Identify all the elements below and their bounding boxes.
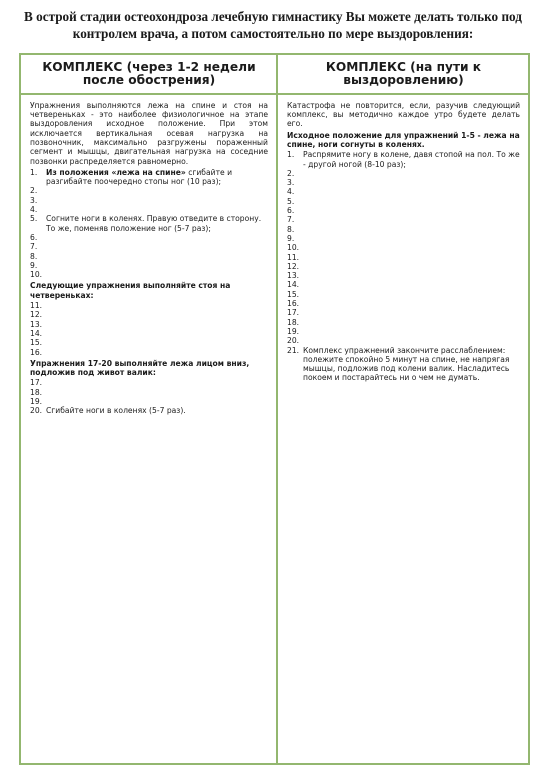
exercise-text [46, 348, 268, 357]
right-exercise-3 [287, 178, 520, 187]
left-column [21, 55, 276, 763]
exercise-body: Согните ноги в коленях. Правую отведите в сторону. То же, поменяв положение ног (5-7 раз); [46, 214, 262, 233]
exercise-text [46, 320, 268, 329]
exercise-body: Распрямите ногу в колене, давя стопой на пол. То же - другой ногой (8-10 раз); [303, 150, 520, 169]
exercise-text [46, 233, 268, 242]
exercise-text [303, 280, 520, 289]
left-exercise-16 [30, 348, 268, 357]
right-column [278, 55, 528, 763]
right-exercise-9 [287, 234, 520, 243]
left-exercise-15 [30, 338, 268, 347]
exercise-number: 17. [287, 308, 300, 318]
exercise-number: 13. [30, 319, 43, 329]
exercise-text [303, 290, 520, 299]
exercise-lead: Из положения «лежа на спине» [46, 167, 186, 177]
exercise-text [46, 406, 268, 415]
left-exercise-1 [30, 168, 268, 187]
exercise-text [303, 308, 520, 317]
exercise-number: 10. [287, 243, 300, 253]
exercise-text [46, 205, 268, 214]
exercise-text [46, 196, 268, 205]
exercise-number: 7. [287, 215, 295, 225]
exercise-number: 14. [287, 280, 300, 290]
exercise-text [303, 318, 520, 327]
left-exercise-8 [30, 252, 268, 261]
exercise-text [46, 186, 268, 195]
right-exercise-4 [287, 187, 520, 196]
exercise-number: 1. [30, 167, 38, 177]
right-exercise-5 [287, 197, 520, 206]
exercise-text [303, 271, 520, 280]
exercise-number: 15. [287, 289, 300, 299]
right-exercise-18 [287, 318, 520, 327]
exercise-number: 2. [287, 168, 295, 178]
exercise-text [46, 397, 268, 406]
exercise-text [303, 187, 520, 196]
exercise-number: 12. [30, 310, 43, 320]
right-section-heading-1: Исходное положение для упражнений 1-5 - лежа на спине, ноги согнуты в коленях. [287, 130, 520, 149]
exercise-number: 2. [30, 186, 38, 196]
left-list-a [30, 168, 268, 280]
left-title-rule [21, 93, 276, 95]
right-exercise-13 [287, 271, 520, 280]
left-exercise-5 [30, 214, 268, 233]
left-exercise-13 [30, 320, 268, 329]
left-exercise-2 [30, 186, 268, 195]
left-exercise-17 [30, 378, 268, 387]
exercise-number: 10. [30, 270, 43, 280]
exercise-number: 11. [287, 252, 300, 262]
right-exercise-11 [287, 253, 520, 262]
right-exercise-8 [287, 225, 520, 234]
exercise-text [303, 178, 520, 187]
exercise-text [46, 301, 268, 310]
right-exercise-16 [287, 299, 520, 308]
exercise-text [303, 169, 520, 178]
left-intro: Упражнения выполняются лежа на спине и стоя на четвереньках - это наиболее физиологичное на этапе выздоровления исходное положение. При этом исключается вертикальная осевая нагрузка на позвоночник, максимально разгружены пораженный сегмент и мышцы, двигательная нагрузка на соседние позвонки распределяется равномерно. [30, 100, 268, 166]
exercise-text [303, 336, 520, 345]
right-exercise-12 [287, 262, 520, 271]
exercise-text [46, 168, 268, 187]
exercise-number: 12. [287, 261, 300, 271]
left-list-c [30, 378, 268, 415]
right-exercise-19 [287, 327, 520, 336]
exercise-text [303, 346, 520, 383]
exercise-number: 3. [287, 178, 295, 188]
left-exercise-18 [30, 388, 268, 397]
right-exercise-2 [287, 169, 520, 178]
exercise-number: 1. [287, 150, 295, 160]
exercise-number: 4. [30, 205, 38, 215]
exercise-text [46, 310, 268, 319]
exercise-number: 8. [287, 224, 295, 234]
exercise-text [303, 150, 520, 169]
exercise-body: Комплекс упражнений закончите расслаблением: полежите спокойно 5 минут на спине, не напрягая мышцы, подложив под колени валик. Насладитесь покоем и постарайтесь ни о чем не думать. [303, 345, 510, 383]
exercise-number: 14. [30, 328, 43, 338]
exercise-number: 16. [30, 347, 43, 357]
exercise-text [303, 253, 520, 262]
exercise-number: 20. [30, 406, 43, 416]
exercise-number: 21. [287, 345, 300, 355]
left-section-heading-2: Следующие упражнения выполняйте стоя на четвереньках: [30, 281, 231, 300]
exercise-number: 5. [287, 196, 295, 206]
exercise-number: 20. [287, 336, 300, 346]
exercise-number: 5. [30, 214, 38, 224]
exercise-text [303, 243, 520, 252]
exercise-number: 3. [30, 195, 38, 205]
exercise-number: 7. [30, 242, 38, 252]
exercise-text [46, 261, 268, 270]
exercise-text [303, 262, 520, 271]
right-list [287, 150, 520, 382]
right-title-rule [278, 93, 528, 95]
left-section-heading-3: Упражнения 17-20 выполняйте лежа лицом вниз, подложив под живот валик: [30, 358, 250, 378]
exercise-text [303, 225, 520, 234]
right-exercise-7 [287, 215, 520, 224]
exercise-text [303, 197, 520, 206]
exercise-body: сгибайте и разгибайте поочередно стопы ног (10 раз); [46, 167, 233, 187]
exercise-number: 19. [287, 326, 300, 336]
left-exercise-6 [30, 233, 268, 242]
exercise-text [46, 252, 268, 261]
exercise-text [303, 299, 520, 308]
exercise-number: 19. [30, 397, 43, 407]
exercise-number: 8. [30, 251, 38, 261]
exercise-text [303, 206, 520, 215]
right-exercise-14 [287, 280, 520, 289]
exercise-number: 6. [30, 232, 38, 242]
exercise-text [303, 215, 520, 224]
exercise-number: 18. [30, 387, 43, 397]
exercise-panels [19, 53, 530, 765]
exercise-body: Сгибайте ноги в коленях (5-7 раз). [46, 406, 186, 416]
left-list-b [30, 301, 268, 357]
right-exercise-21 [287, 346, 520, 383]
right-exercise-15 [287, 290, 520, 299]
exercise-text [46, 214, 268, 233]
exercise-text [46, 338, 268, 347]
left-exercise-20 [30, 406, 268, 415]
exercise-number: 13. [287, 271, 300, 281]
exercise-text [46, 329, 268, 338]
right-panel-title: КОМПЛЕКС (на пути к выздоровлению) [325, 60, 482, 88]
exercise-number: 4. [287, 187, 295, 197]
exercise-number: 9. [30, 260, 38, 270]
left-exercise-9 [30, 261, 268, 270]
page-title: В острой стадии остеохондроза лечебную гимнастику Вы можете делать только под контролем врача, а потом самостоятельно по мере выздоровления: [24, 9, 522, 41]
left-panel-title: КОМПЛЕКС (через 1-2 недели после обострения) [42, 60, 256, 88]
left-exercise-11 [30, 301, 268, 310]
right-exercise-17 [287, 308, 520, 317]
left-exercise-10 [30, 270, 268, 279]
exercise-number: 16. [287, 299, 300, 309]
exercise-number: 6. [287, 206, 295, 216]
exercise-text [46, 378, 268, 387]
left-exercise-4 [30, 205, 268, 214]
right-exercise-6 [287, 206, 520, 215]
left-exercise-14 [30, 329, 268, 338]
exercise-number: 15. [30, 338, 43, 348]
exercise-number: 17. [30, 378, 43, 388]
exercise-text [303, 234, 520, 243]
left-exercise-12 [30, 310, 268, 319]
exercise-text [46, 388, 268, 397]
exercise-number: 11. [30, 301, 43, 311]
exercise-number: 18. [287, 317, 300, 327]
right-exercise-20 [287, 336, 520, 345]
exercise-text [46, 242, 268, 251]
left-exercise-7 [30, 242, 268, 251]
left-exercise-3 [30, 196, 268, 205]
right-exercise-10 [287, 243, 520, 252]
exercise-text [303, 327, 520, 336]
right-exercise-1 [287, 150, 520, 169]
right-intro: Катастрофа не повторится, если, разучив следующий комплекс, вы методично каждое утро будете делать его. [287, 100, 520, 129]
left-exercise-19 [30, 397, 268, 406]
exercise-text [46, 270, 268, 279]
exercise-number: 9. [287, 233, 295, 243]
